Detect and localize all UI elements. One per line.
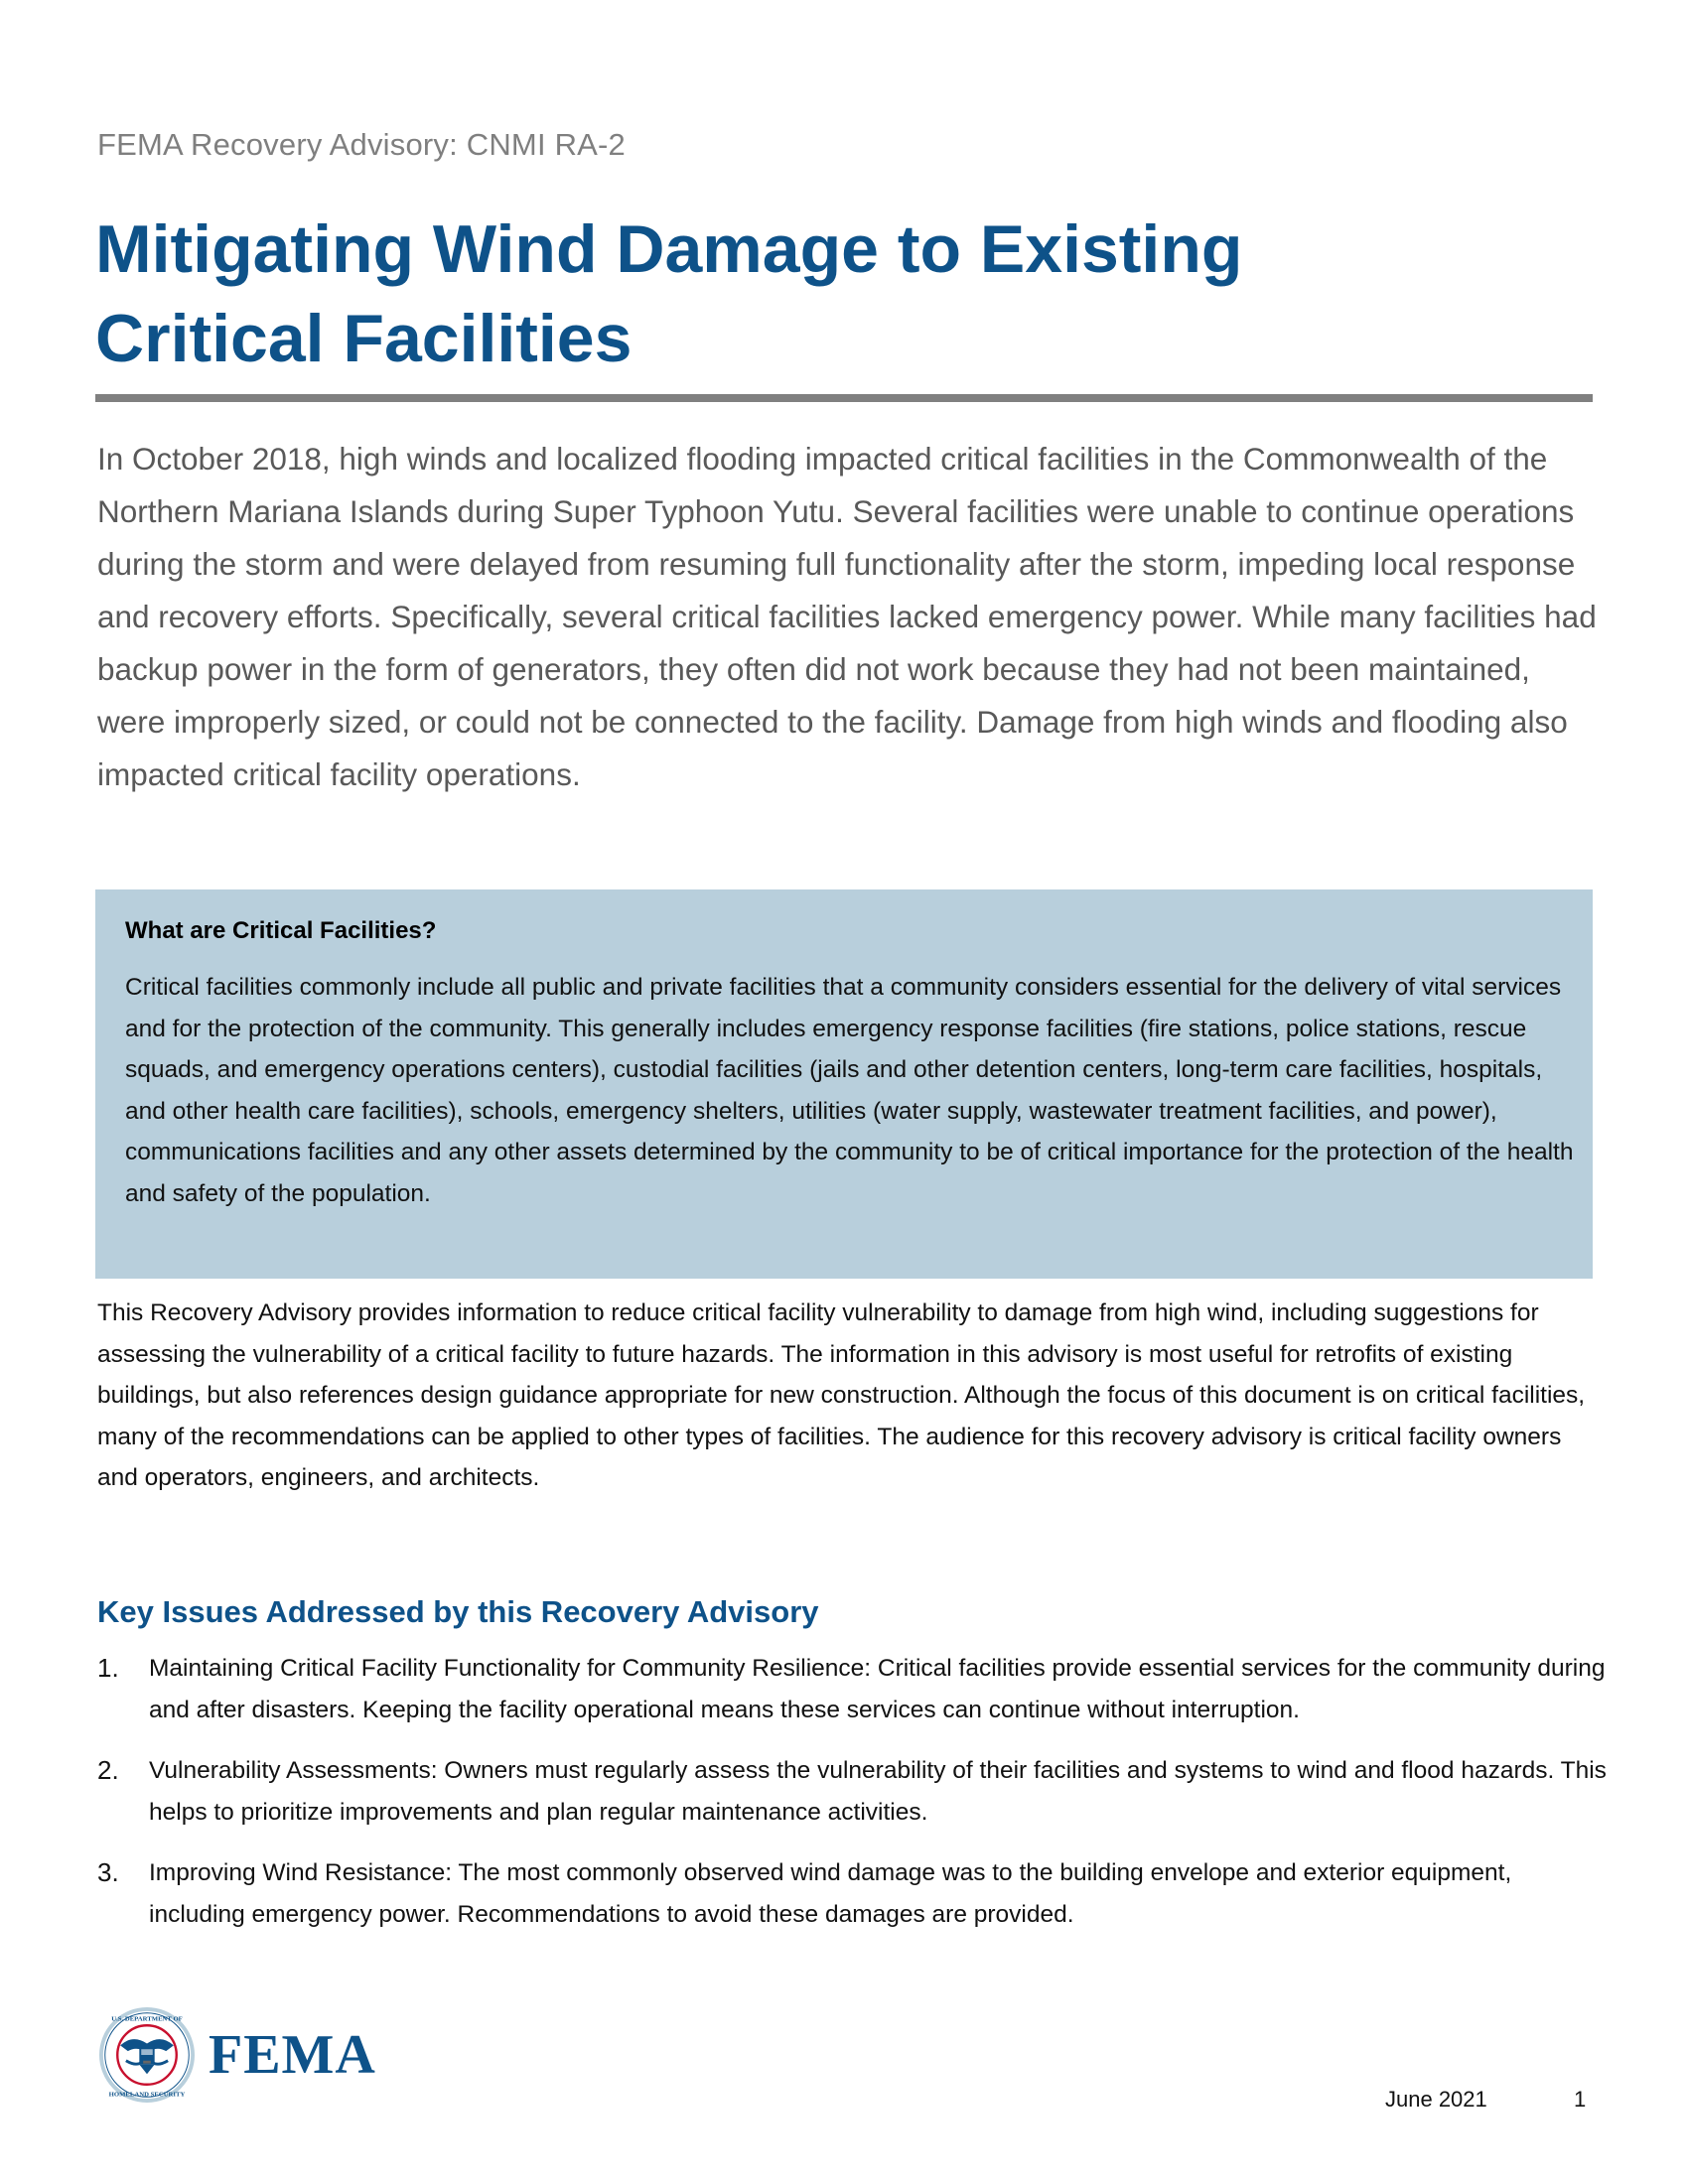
key-issues-heading: Key Issues Addressed by this Recovery Advisory	[97, 1594, 819, 1629]
audience-paragraph: This Recovery Advisory provides information to reduce critical facility vulnerability to damage from high wind, including suggestions for assessing the vulnerability of a critical facility to future hazards. The information in this advisory is most useful for retrofits of existing buildings, but also references design guidance appropriate for new construction. Although the focus of this document is on critical facilities, many of the recommendations can be applied to other types of facilities. The audience for this recovery advisory is critical facility owners and operators, engineers, and architects.	[97, 1299, 1586, 1491]
title-line-2: Critical Facilities	[95, 301, 633, 376]
page-title	[95, 205, 1585, 383]
title-divider	[95, 394, 1593, 402]
key-issues-list	[97, 1648, 1607, 1955]
callout-heading: What are Critical Facilities?	[125, 917, 437, 944]
list-item-number: 2.	[97, 1755, 119, 1785]
fema-wordmark: FEMA	[209, 2024, 376, 2086]
series-label: FEMA Recovery Advisory: CNMI RA-2	[97, 127, 626, 162]
list-item	[97, 1648, 1607, 1730]
list-item-text: Maintaining Critical Facility Functionality for Community Resilience: Critical facilities provide essential services for the community during and after disasters. Keeping the facility operational means these services can continue without interruption.	[149, 1655, 1606, 1723]
list-item-text: Vulnerability Assessments: Owners must regularly assess the vulnerability of their facilities and systems to wind and flood hazards. This helps to prioritize improvements and plan regular maintenance activities.	[149, 1757, 1607, 1826]
list-item-number: 1.	[97, 1653, 119, 1683]
callout-body: Critical facilities commonly include all public and private facilities that a community considers essential for the delivery of vital services and for the protection of the community. This generally includes emergency response facilities (fire stations, police stations, rescue squads, and emergency operations centers), custodial facilities (jails and other detention centers, long-term care facilities, hospitals, and other health care facilities), schools, emergency shelters, utilities (water supply, wastewater treatment facilities, and power), communications facilities and any other assets determined by the community to be of critical importance for the protection of the health and safety of the population.	[125, 974, 1574, 1207]
list-item-number: 3.	[97, 1857, 119, 1887]
list-item	[97, 1852, 1607, 1935]
fema-logo	[99, 2007, 376, 2103]
list-item-text: Improving Wind Resistance: The most commonly observed wind damage was to the building envelope and exterior equipment, including emergency power. Recommendations to avoid these damages are provided.	[149, 1859, 1512, 1928]
svg-text:HOMELAND SECURITY: HOMELAND SECURITY	[108, 2091, 186, 2099]
critical-facilities-callout	[95, 889, 1593, 1279]
list-item	[97, 1750, 1607, 1833]
title-line-1: Mitigating Wind Damage to Existing	[95, 211, 1243, 287]
svg-text:U.S. DEPARTMENT OF: U.S. DEPARTMENT OF	[111, 2015, 183, 2023]
footer-date: June 2021	[1385, 2087, 1487, 2112]
intro-paragraph: In October 2018, high winds and localized flooding impacted critical facilities in the Commonwealth of the Northern Mariana Islands during Super Typhoon Yutu. Several facilities were unable to continue operations during the storm and were delayed from resuming full functionality after the storm, impeding local response and recovery efforts. Specifically, several critical facilities lacked emergency power. While many facilities had backup power in the form of generators, they often did not work because they had not been maintained, were improperly sized, or could not be connected to the facility. Damage from high winds and flooding also impacted critical facility operations.	[97, 441, 1597, 792]
page-number: 1	[1574, 2087, 1587, 2112]
dhs-seal-icon	[99, 2007, 195, 2103]
